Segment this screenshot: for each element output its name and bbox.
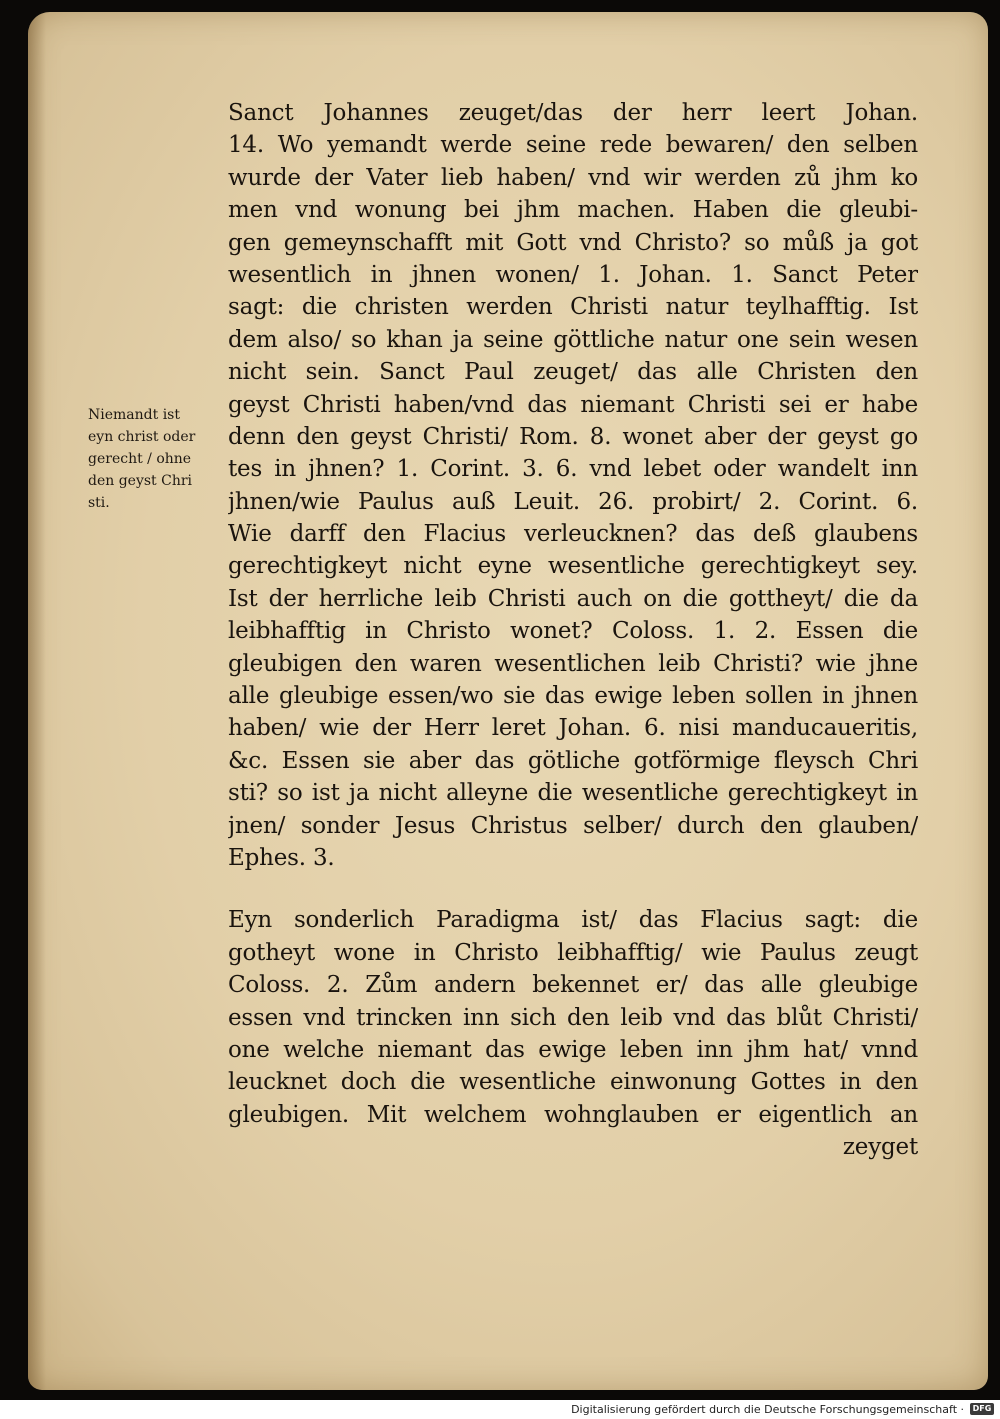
marginal-note-line: Niemandt ist: [88, 407, 180, 423]
text-line: Ist der herrliche leib Christi auch on die gottheyt/ die da: [228, 585, 918, 612]
text-line: sagt: die christen werden Christi natur teylhafftig. Ist: [228, 294, 918, 321]
text-line: Eyn sonderlich Paradigma ist/ das Flacius sagt: die: [228, 907, 918, 934]
text-line: leibhafftig in Christo wonet? Coloss. 1. 2. Essen die: [228, 618, 918, 645]
text-line: alle gleubige essen/wo sie das ewige leben sollen in jhnen: [228, 683, 918, 710]
text-line: haben/ wie der Herr leret Johan. 6. nisi manducaueritis,: [228, 715, 918, 742]
text-line: gleubigen den waren wesentlichen leib Christi? wie jhne: [228, 650, 918, 677]
text-line: wurde der Vater lieb haben/ vnd wir werden zů jhm ko: [228, 164, 918, 191]
text-line: Wie darff den Flacius verleucknen? das deß glaubens: [228, 521, 918, 548]
text-line: leucknet doch die wesentliche einwonung Gottes in den: [228, 1069, 918, 1096]
text-line: sti? so ist ja nicht alleyne die wesentliche gerechtigkeyt in: [228, 780, 918, 807]
marginal-note-line: den geyst Chri: [88, 473, 193, 489]
text-line: essen vnd trincken inn sich den leib vnd das blůt Christi/: [228, 1004, 918, 1031]
dfg-logo: DFG: [970, 1403, 994, 1415]
text-line: &c. Essen sie aber das götliche gotförmige fleysch Chri: [228, 747, 918, 774]
text-line: one welche niemant das ewige leben inn jhm hat/ vnnd: [228, 1036, 918, 1063]
text-line: tes in jhnen? 1. Corint. 3. 6. vnd lebet oder wandelt inn: [228, 456, 918, 483]
text-line: wesentlich in jhnen wonen/ 1. Johan. 1. Sanct Peter: [228, 261, 918, 288]
text-line: Ephes. 3.: [228, 844, 335, 871]
text-line: jhnen/wie Paulus auß Leuit. 26. probirt/ 2. Corint. 6.: [228, 488, 918, 515]
text-line: 14. Wo yemandt werde seine rede bewaren/ den selben: [228, 132, 918, 159]
text-line: nicht sein. Sanct Paul zeuget/ das alle Christen den: [228, 359, 918, 386]
book-page: [28, 12, 988, 1390]
text-line: gerechtigkeyt nicht eyne wesentliche gerechtigkeyt sey.: [228, 553, 918, 580]
text-line: gen gemeynschafft mit Gott vnd Christo? so můß ja got: [228, 229, 918, 256]
funding-notice: Digitalisierung gefördert durch die Deutsche Forschungsgemeinschaft ·: [571, 1403, 964, 1416]
text-line: denn den geyst Christi/ Rom. 8. wonet aber der geyst go: [228, 423, 918, 450]
text-line: Sanct Johannes zeuget/das der herr leert Johan.: [228, 100, 918, 126]
catchword: zeyget: [842, 1134, 918, 1161]
main-text: [228, 97, 918, 1164]
text-line: dem also/ so khan ja seine göttliche natur one sein wesen: [228, 326, 918, 353]
marginal-note-line: eyn christ oder: [88, 429, 196, 445]
paragraph-gap: [228, 874, 918, 904]
paragraph-1: [228, 97, 918, 874]
text-line: Coloss. 2. Zům andern bekennet er/ das alle gleubige: [228, 972, 918, 999]
digitization-footer: [0, 1400, 1000, 1419]
paragraph-2: [228, 904, 918, 1131]
page-shadow-edge: [28, 12, 46, 1390]
marginal-note-line: sti.: [88, 495, 110, 511]
text-line: jnen/ sonder Jesus Christus selber/ durch den glauben/: [228, 812, 918, 839]
text-line: geyst Christi haben/vnd das niemant Christi sei er habe: [228, 391, 918, 418]
marginal-note: [88, 404, 230, 514]
marginal-note-line: gerecht / ohne: [88, 451, 192, 467]
text-line: gleubigen. Mit welchem wohnglauben er eigentlich an: [228, 1101, 918, 1128]
text-line: men vnd wonung bei jhm machen. Haben die gleubi-: [228, 197, 918, 224]
text-line: gotheyt wone in Christo leibhafftig/ wie Paulus zeugt: [228, 939, 918, 966]
